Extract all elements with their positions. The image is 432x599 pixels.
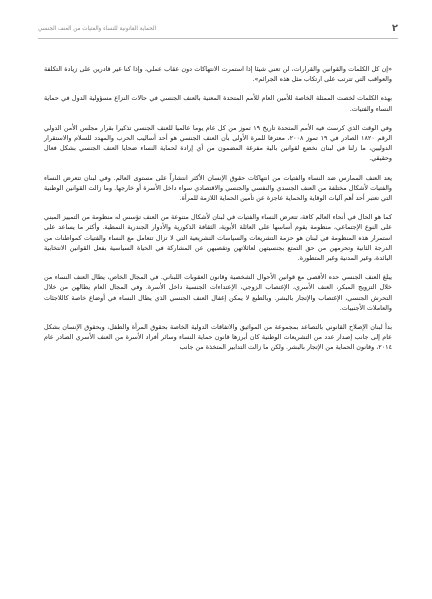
- paragraph: بهذه الكلمات لخصت الممثلة الخاصة للأمين العام للأمم المتحدة المعنية بالعنف الجنسي في حالات النزاع مسؤولية الدول في حماية النساء والفتيات.: [44, 94, 392, 113]
- paragraph: كما هو الحال في أنحاء العالم كافة، تتعرض النساء والفتيات في لبنان لأشكال متنوعة من العنف تؤسس له منظومة من التمييز المبني على النوع الإجتماعي، منظومة يقوم أساسها على العائلة الأبوية، الثقافة الذكورية والأدوار الجندرية النمطية. وأكثر ما يساعد على استمرار هذه المنظومة في لبنان هو حزمة التشريعات والسياسات التشريعية التي لا تزال تتعامل مع النساء والفتيات كمواطنات من الدرجة الثانية وتحرمهن من حق التمتع بجنسيتهن لعائلاتهن وتقصيهن عن المشاركة في الحياة السياسية بفعل القوانين الانتخابية البائدة، وغير المدنية وغير المتطورة.: [44, 213, 392, 263]
- paragraph-quote: «إن كل الكلمات والقوانين والقرارات، لن تعني شيئا إذا استمرت الانتهاكات دون عقاب عملي، وإذا كنا غير قادرين على زيادة التكلفة والعواقب التي تترتب على ارتكاب مثل هذه الجرائم».: [44, 65, 392, 84]
- paragraph: يعد العنف الممارس ضد النساء والفتيات من انتهاكات حقوق الإنسان الأكثر انتشاراً على مستوى العالم. وفي لبنان تتعرض النساء والفتيات لأشكال مختلفة من العنف الجسدي والنفسي والجنسي والاقتصادي سواء داخل الأسرة أو خارجها. وما زالت القوانين الوطنية التي تعتبر أحد أهم آليات الوقاية والحماية عاجزة عن تأمين الحماية اللازمة للمرأة.: [44, 173, 392, 203]
- page-number: ٢: [391, 23, 398, 34]
- paragraph: بدأ لبنان الإصلاح القانوني بالتصاعد بمجموعة من المواثيق والاتفاقات الدولية الخاصة بحقوق المرأة والطفل، وبحقوق الإنسان بشكل عام إلى جانب إصدار عدد من التشريعات الوطنية كان أبرزها قانون حماية النساء وسائر أفراد الأسرة من العنف الأسري الصادر عام ٢٠١٤، وقانون الحماية من الإتجار بالبشر. ولكن ما زالت التدابير المتخذة من جانب: [44, 323, 392, 352]
- header-divider: [38, 38, 398, 39]
- page-header: [38, 14, 398, 36]
- paragraph: وفي الوقت الذي كرست فيه الأمم المتحدة تاريخ ١٩ تموز من كل عام يوما عالميا للعنف الجنسي تذكيرا بقرار مجلس الأمن الدولي الرقم ١٨٢٠ الصادر في ١٩ تموز ٢٠٠٨، معترفا للمرة الأولى بأن العنف الجنسي هو أحد أساليب الحرب والمهدد للسلام والاستقرار الدوليين، ما زلنا في لبنان نخضع لقوانين بالية مفرغة المضمون من أي إرادة لحماية النساء ضحايا العنف الجنسي بشكل فعال وحقيقي.: [44, 123, 393, 163]
- running-title: الحماية القانونية للنساء والفتيات من العنف الجنسي: [38, 26, 157, 33]
- paragraph: يبلغ العنف الجنسي حده الأقصى مع قوانين الأحوال الشخصية وقانون العقوبات اللبناني. في المجال الخاص، يطال العنف النساء من خلال التزويج المبكر، العنف الأسري، الإغتصاب الزوجي، الإعتداءات الجنسية داخل الأسرة. وفي المجال العام يطالهن من خلال التحرش الجنسي، الإغتصاب والإتجار بالبشر. وبالطبع لا يمكن إغفال العنف الجنسي الذي يطال النساء في أوضاع خاصة كاللاجئات والعاملات الأجنبيات.: [44, 273, 392, 312]
- document-body: [44, 64, 392, 579]
